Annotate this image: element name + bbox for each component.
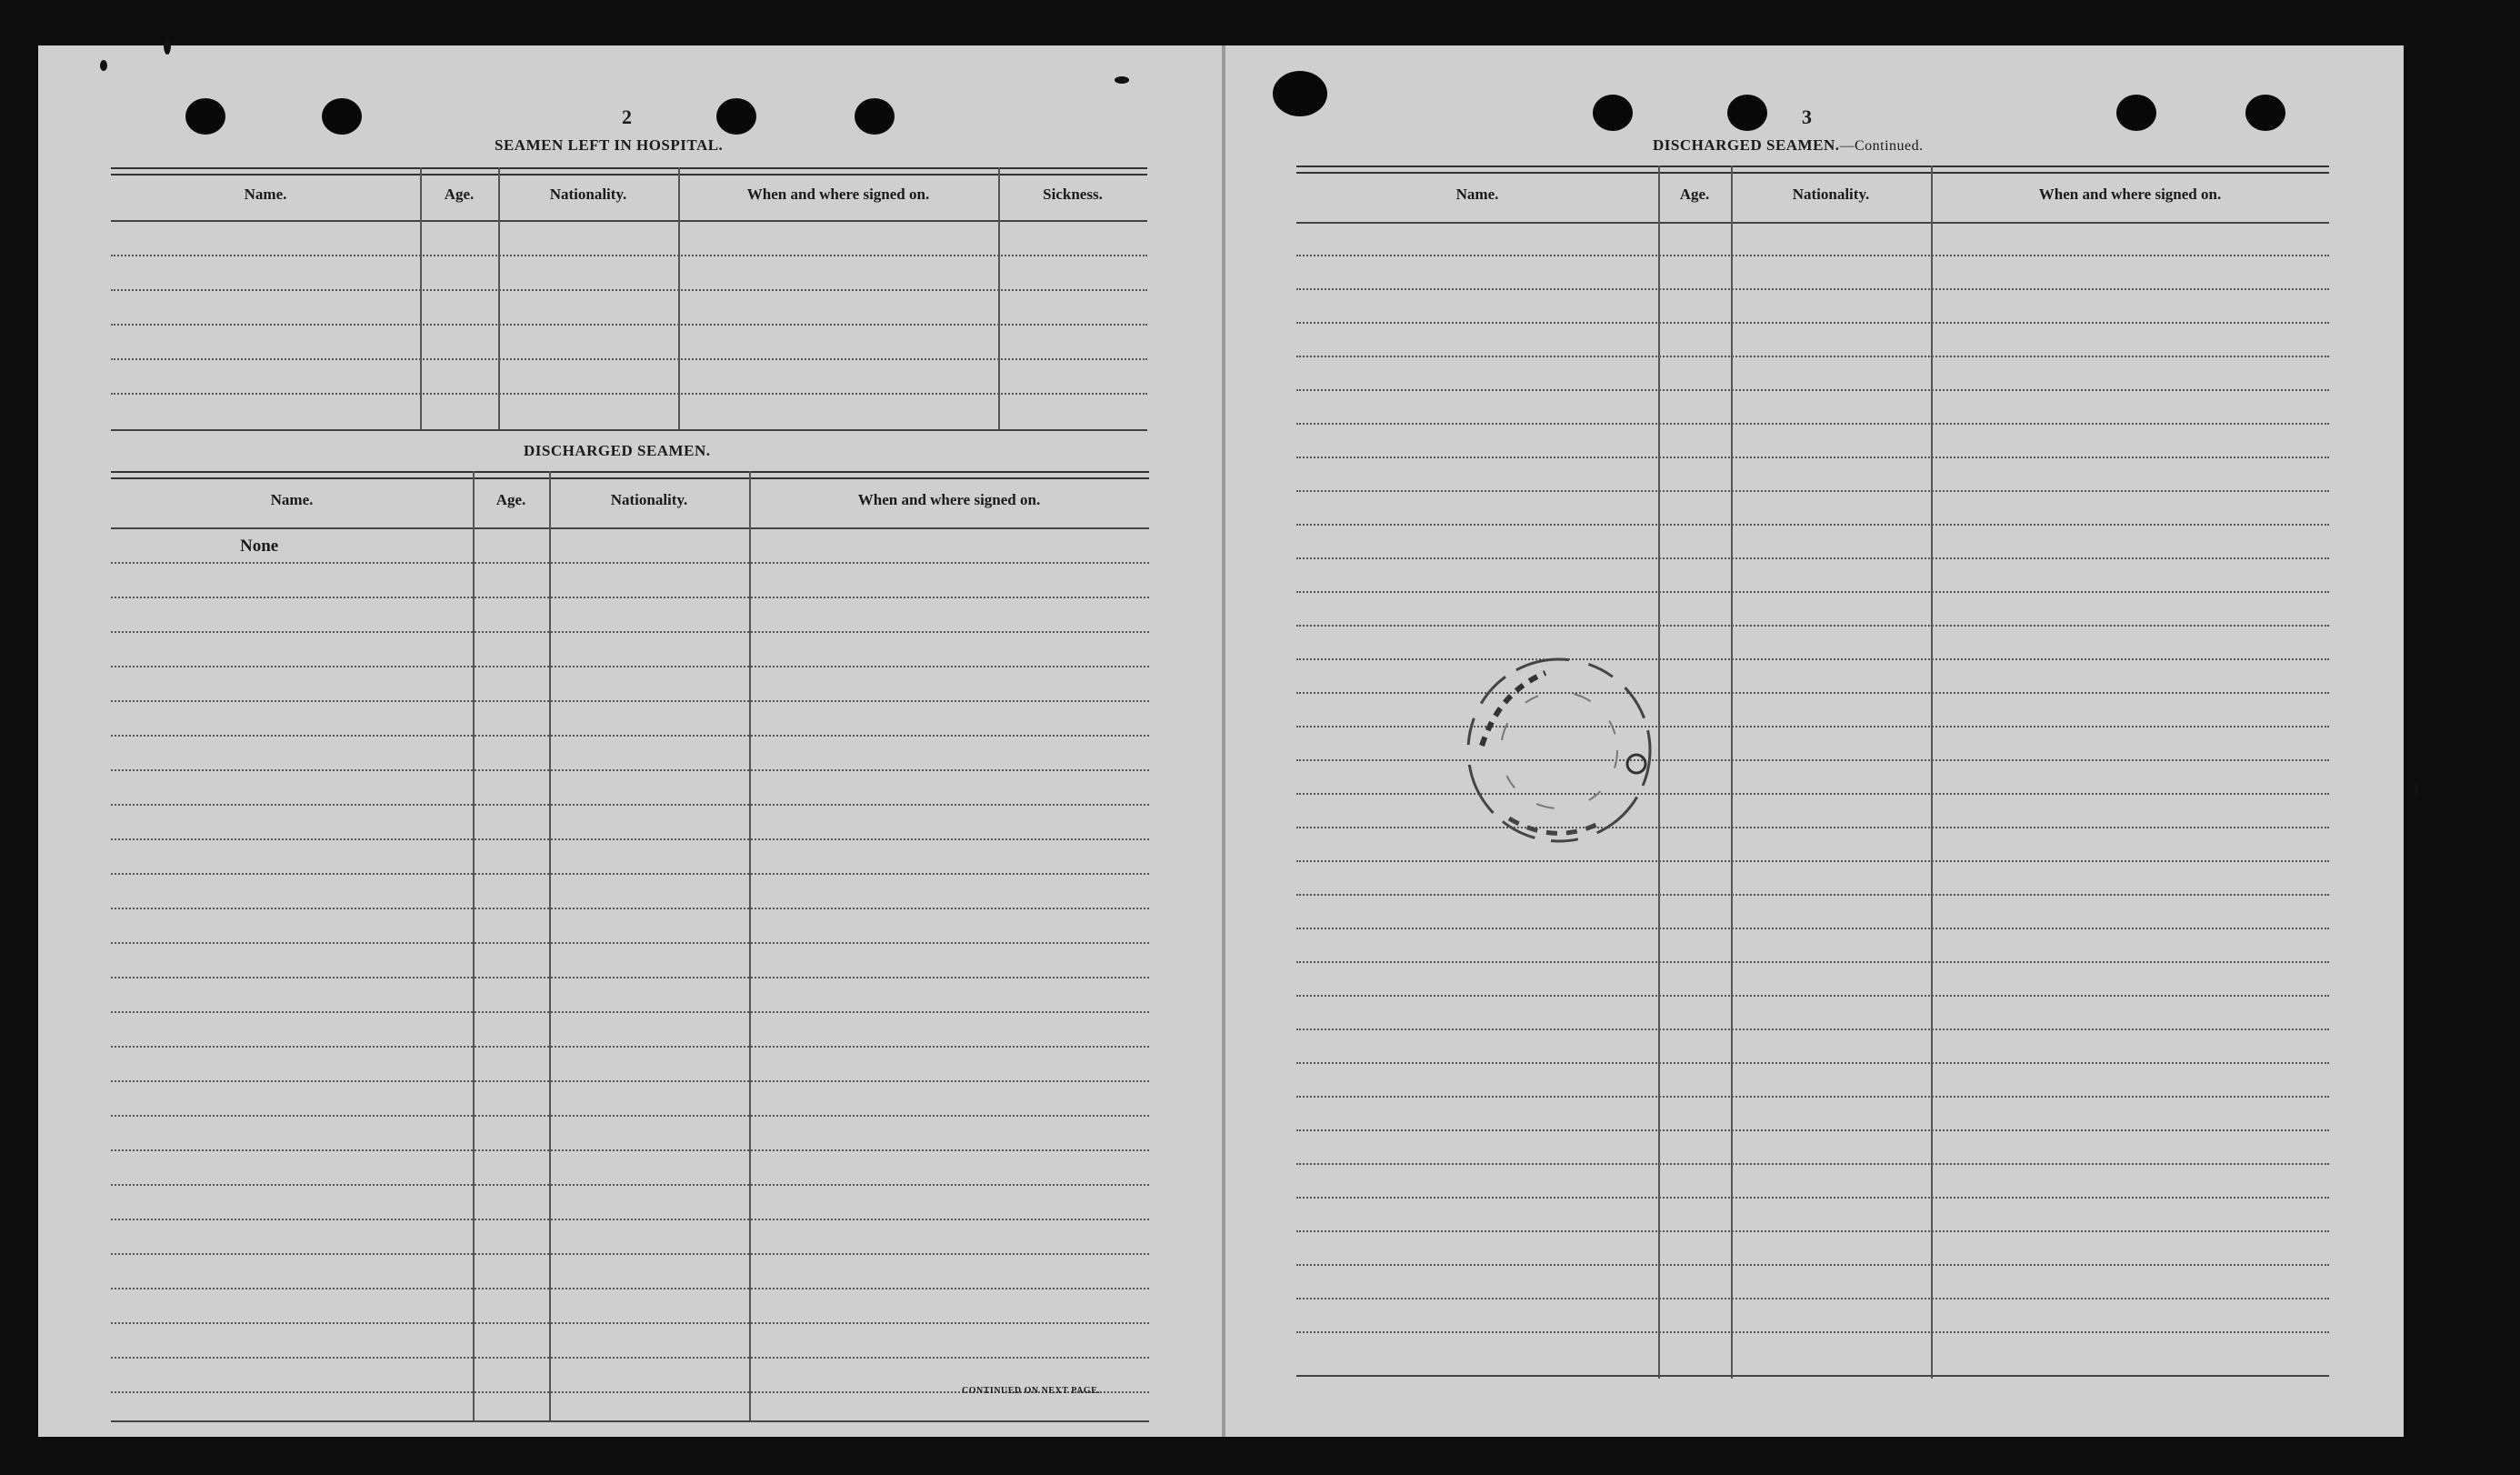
col-header-signed-on: When and where signed on. xyxy=(2038,186,2222,203)
col-header-age: Age. xyxy=(444,186,475,203)
discharged-continued-title xyxy=(1653,136,1924,155)
col-header-age: Age. xyxy=(1679,186,1710,203)
discharged-section-title: DISCHARGED SEAMEN. xyxy=(524,442,711,459)
col-header-nationality: Nationality. xyxy=(1792,186,1870,203)
col-header-age: Age. xyxy=(495,491,526,508)
hospital-table xyxy=(111,167,1147,431)
hospital-section-title: SEAMEN LEFT IN HOSPITAL. xyxy=(495,136,724,154)
col-header-name: Name. xyxy=(270,491,314,508)
left-page xyxy=(91,45,1155,1437)
col-header-name: Name. xyxy=(244,186,287,203)
col-header-nationality: Nationality. xyxy=(549,186,627,203)
page-number: 2 xyxy=(622,105,632,128)
discharged-entry-name: None xyxy=(240,537,279,556)
col-header-name: Name. xyxy=(1455,186,1499,203)
col-header-signed-on: When and where signed on. xyxy=(857,491,1041,508)
continued-suffix: —Continued. xyxy=(1839,138,1924,154)
page-number: 3 xyxy=(1802,105,1812,128)
section-title-text: DISCHARGED SEAMEN. xyxy=(1653,136,1840,154)
postmark-stamp xyxy=(1445,637,1673,864)
col-header-signed-on: When and where signed on. xyxy=(746,186,930,203)
col-header-nationality: Nationality. xyxy=(610,491,688,508)
col-header-sickness: Sickness. xyxy=(1043,186,1103,203)
scan-speck xyxy=(2415,782,2418,800)
page-fold xyxy=(1222,45,1225,1437)
discharged-table-left xyxy=(111,471,1149,1422)
continued-note: CONTINUED ON NEXT PAGE. xyxy=(962,1386,1101,1396)
